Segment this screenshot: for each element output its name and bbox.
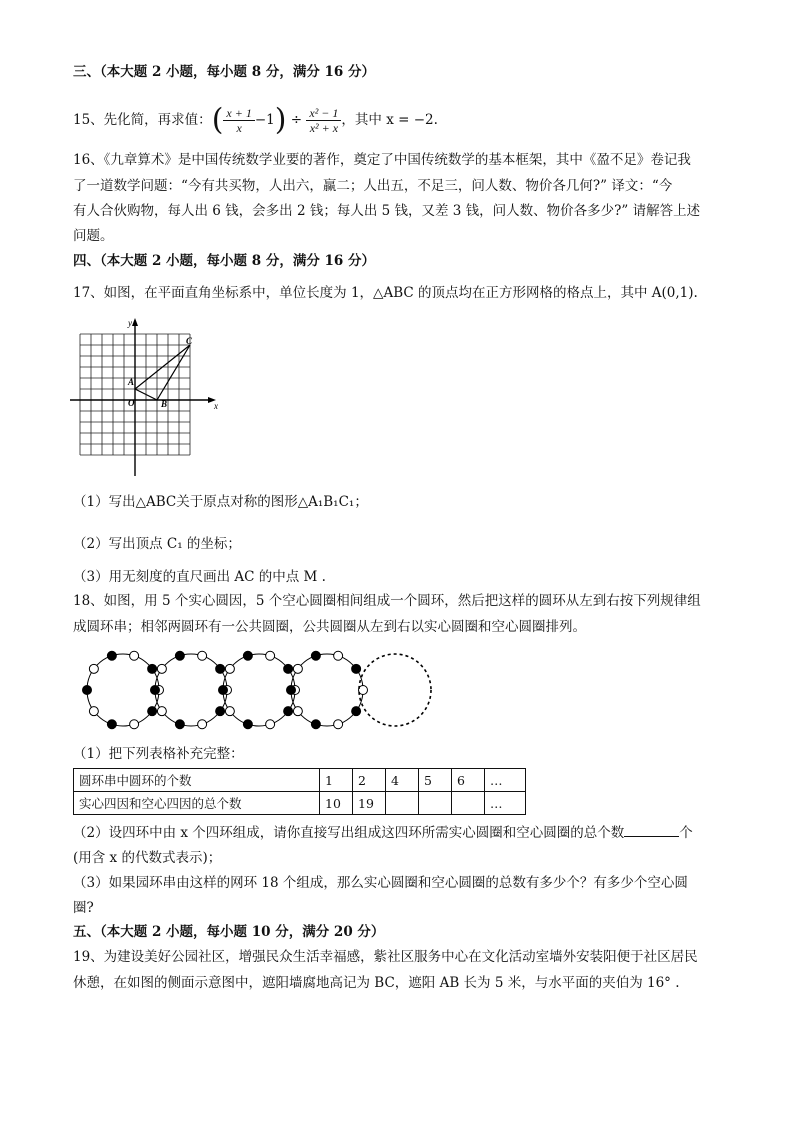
q17-part-1: （1）写出△ABC关于原点对称的图形△A₁B₁C₁； bbox=[73, 494, 368, 510]
solid-circle bbox=[219, 686, 228, 695]
q15-suffix: ，其中 x = −2. bbox=[341, 112, 438, 128]
q16-line-2: 了一道数学问题：“今有共买物，人出六，赢二；人出五，不足三，问人数、物价各几何?” 译文：“今 bbox=[73, 178, 673, 194]
solid-circle bbox=[148, 664, 157, 673]
q18-part-1: （1）把下列表格补充完整： bbox=[73, 746, 244, 762]
ring bbox=[291, 654, 363, 726]
q18-stem-line-2: 成圆环串；相邻两圆环有一公共圆圈，公共圆圈从左到右以实心圆圈和空心圆圈排列。 bbox=[73, 619, 586, 635]
table-cell: … bbox=[485, 792, 526, 815]
table-cell-blank[interactable] bbox=[386, 792, 419, 815]
table-cell: 1 bbox=[320, 769, 353, 792]
q15-f2-denominator: x² + x bbox=[309, 121, 339, 135]
right-paren: ) bbox=[274, 102, 287, 138]
hollow-circle bbox=[266, 651, 275, 660]
section-5-heading: 五、（本大题 2 小题，每小题 10 分，满分 20 分） bbox=[73, 924, 385, 940]
triangle-abc bbox=[135, 345, 190, 400]
hollow-circle bbox=[89, 664, 98, 673]
hollow-circle bbox=[157, 707, 166, 716]
point-c-label: C bbox=[186, 336, 193, 346]
solid-circle bbox=[284, 707, 293, 716]
table-row-label: 实心四因和空心四因的总个数 bbox=[74, 792, 320, 815]
table-row bbox=[74, 769, 526, 792]
hollow-circle bbox=[130, 720, 139, 729]
hollow-circle bbox=[89, 707, 98, 716]
q18-part-2-unit: 个 bbox=[679, 825, 693, 841]
solid-circle bbox=[151, 686, 160, 695]
solid-circle bbox=[311, 720, 320, 729]
table-cell: 19 bbox=[353, 792, 386, 815]
ring-chain bbox=[83, 651, 432, 728]
q19-line-1: 19、为建设美好公园社区，增强民众生活幸福感，紫社区服务中心在文化活动室墙外安装阳便于社区居民 bbox=[73, 949, 698, 965]
dashed-ring bbox=[359, 654, 431, 726]
ring bbox=[223, 654, 295, 726]
point-a-label: A bbox=[128, 377, 135, 387]
q15-divide-sign: ÷ bbox=[290, 112, 303, 128]
table-cell: 4 bbox=[386, 769, 419, 792]
x-axis-label: x bbox=[214, 401, 218, 411]
solid-circle bbox=[243, 720, 252, 729]
solid-circle bbox=[352, 707, 361, 716]
hollow-circle bbox=[198, 651, 207, 660]
table-cell: 10 bbox=[320, 792, 353, 815]
hollow-circle bbox=[225, 664, 234, 673]
solid-circle bbox=[284, 664, 293, 673]
table-cell: … bbox=[485, 769, 526, 792]
solid-circle bbox=[175, 651, 184, 660]
y-axis-arrow bbox=[132, 318, 138, 326]
q15-f2-numerator: x² − 1 bbox=[306, 106, 341, 121]
table-cell: 2 bbox=[353, 769, 386, 792]
q16-line-3: 有人合伙购物，每人出 6 钱，会多出 2 钱；每人出 5 钱，又差 3 钱，问人数、物价各多少?” 请解答上述 bbox=[73, 203, 701, 219]
q15-fraction-1 bbox=[223, 106, 254, 135]
hollow-circle bbox=[157, 664, 166, 673]
hollow-circle bbox=[266, 720, 275, 729]
q19-line-2: 休憩，在如图的侧面示意图中，遮阳墙腐地高记为 BC，遮阳 AB 长为 5 米，与水平面的夹伯为 16° . bbox=[73, 975, 680, 991]
table-cell: 6 bbox=[452, 769, 485, 792]
solid-circle bbox=[107, 651, 116, 660]
solid-circle bbox=[148, 707, 157, 716]
hollow-circle bbox=[198, 720, 207, 729]
solid-circle bbox=[216, 707, 225, 716]
solid-circle bbox=[243, 651, 252, 660]
table-cell-blank[interactable] bbox=[452, 792, 485, 815]
solid-circle bbox=[175, 720, 184, 729]
q16-line-1: 16、《九章算术》是中国传统数学业要的著作，奠定了中国传统数学的基本框架，其中《盈不足》卷记我 bbox=[73, 152, 691, 168]
q17-coordinate-grid-figure bbox=[70, 318, 220, 478]
section-4-heading: 四、（本大题 2 小题，每小题 8 分，满分 16 分） bbox=[73, 253, 376, 269]
origin-label: O bbox=[128, 398, 135, 408]
section-3-heading: 三、（本大题 2 小题，每小题 8 分，满分 16 分） bbox=[73, 64, 376, 80]
q15-f1-numerator: x + 1 bbox=[223, 106, 254, 121]
hollow-circle bbox=[334, 720, 343, 729]
question-15 bbox=[73, 102, 438, 138]
solid-circle bbox=[352, 664, 361, 673]
table-cell-blank[interactable] bbox=[419, 792, 452, 815]
q18-part-3-line-1: （3）如果园环串由这样的网环 18 个组成，那么实心圆圈和空心圆圈的总数有多少个？有多少个空心圆 bbox=[73, 875, 688, 891]
hollow-circle bbox=[293, 664, 302, 673]
q17-stem: 17、如图，在平面直角坐标系中，单位长度为 1，△ABC 的顶点均在正方形网格的格点上，其中 A(0,1). bbox=[73, 285, 698, 301]
q18-part-2-note: (用含 x 的代数式表示)； bbox=[73, 850, 222, 866]
solid-circle bbox=[107, 720, 116, 729]
hollow-circle bbox=[293, 707, 302, 716]
q15-prefix: 15、先化简，再求值： bbox=[73, 112, 212, 128]
q18-part-3-line-2: 圈? bbox=[73, 900, 94, 916]
q16-line-4: 问题。 bbox=[73, 228, 114, 244]
q15-fraction-2 bbox=[306, 106, 341, 135]
answer-blank[interactable] bbox=[624, 822, 679, 837]
table-row-label: 圆环串中圆环的个数 bbox=[74, 769, 320, 792]
ring bbox=[87, 654, 159, 726]
solid-circle bbox=[287, 686, 296, 695]
y-axis-label: y bbox=[128, 318, 132, 328]
left-paren: ( bbox=[211, 102, 224, 138]
q17-part-2: （2）写出顶点 C₁ 的坐标； bbox=[73, 536, 241, 552]
solid-circle bbox=[216, 664, 225, 673]
table-cell: 5 bbox=[419, 769, 452, 792]
table-row bbox=[74, 792, 526, 815]
hollow-circle bbox=[130, 651, 139, 660]
solid-circle bbox=[83, 686, 92, 695]
q18-ring-chain-figure bbox=[82, 650, 438, 730]
solid-circle bbox=[311, 651, 320, 660]
q15-minus-one: −1 bbox=[254, 112, 275, 128]
q18-table bbox=[73, 768, 526, 815]
q18-part-2-text: （2）设四环中由 x 个四环组成，请你直接写出组成这四环所需实心圆圈和空心圆圈的总个数 bbox=[73, 825, 625, 841]
q15-f1-denominator: x bbox=[236, 121, 242, 135]
q18-stem-line-1: 18、如图，用 5 个实心圆因，5 个空心圆圈相间组成一个圆环，然后把这样的圆环从左到右按下列规律组 bbox=[73, 593, 701, 609]
q17-part-3: （3）用无刻度的直尺画出 AC 的中点 M . bbox=[73, 569, 326, 585]
ring bbox=[155, 654, 227, 726]
q18-part-2 bbox=[73, 822, 693, 843]
hollow-circle bbox=[225, 707, 234, 716]
point-b-label: B bbox=[161, 399, 168, 409]
hollow-circle bbox=[334, 651, 343, 660]
